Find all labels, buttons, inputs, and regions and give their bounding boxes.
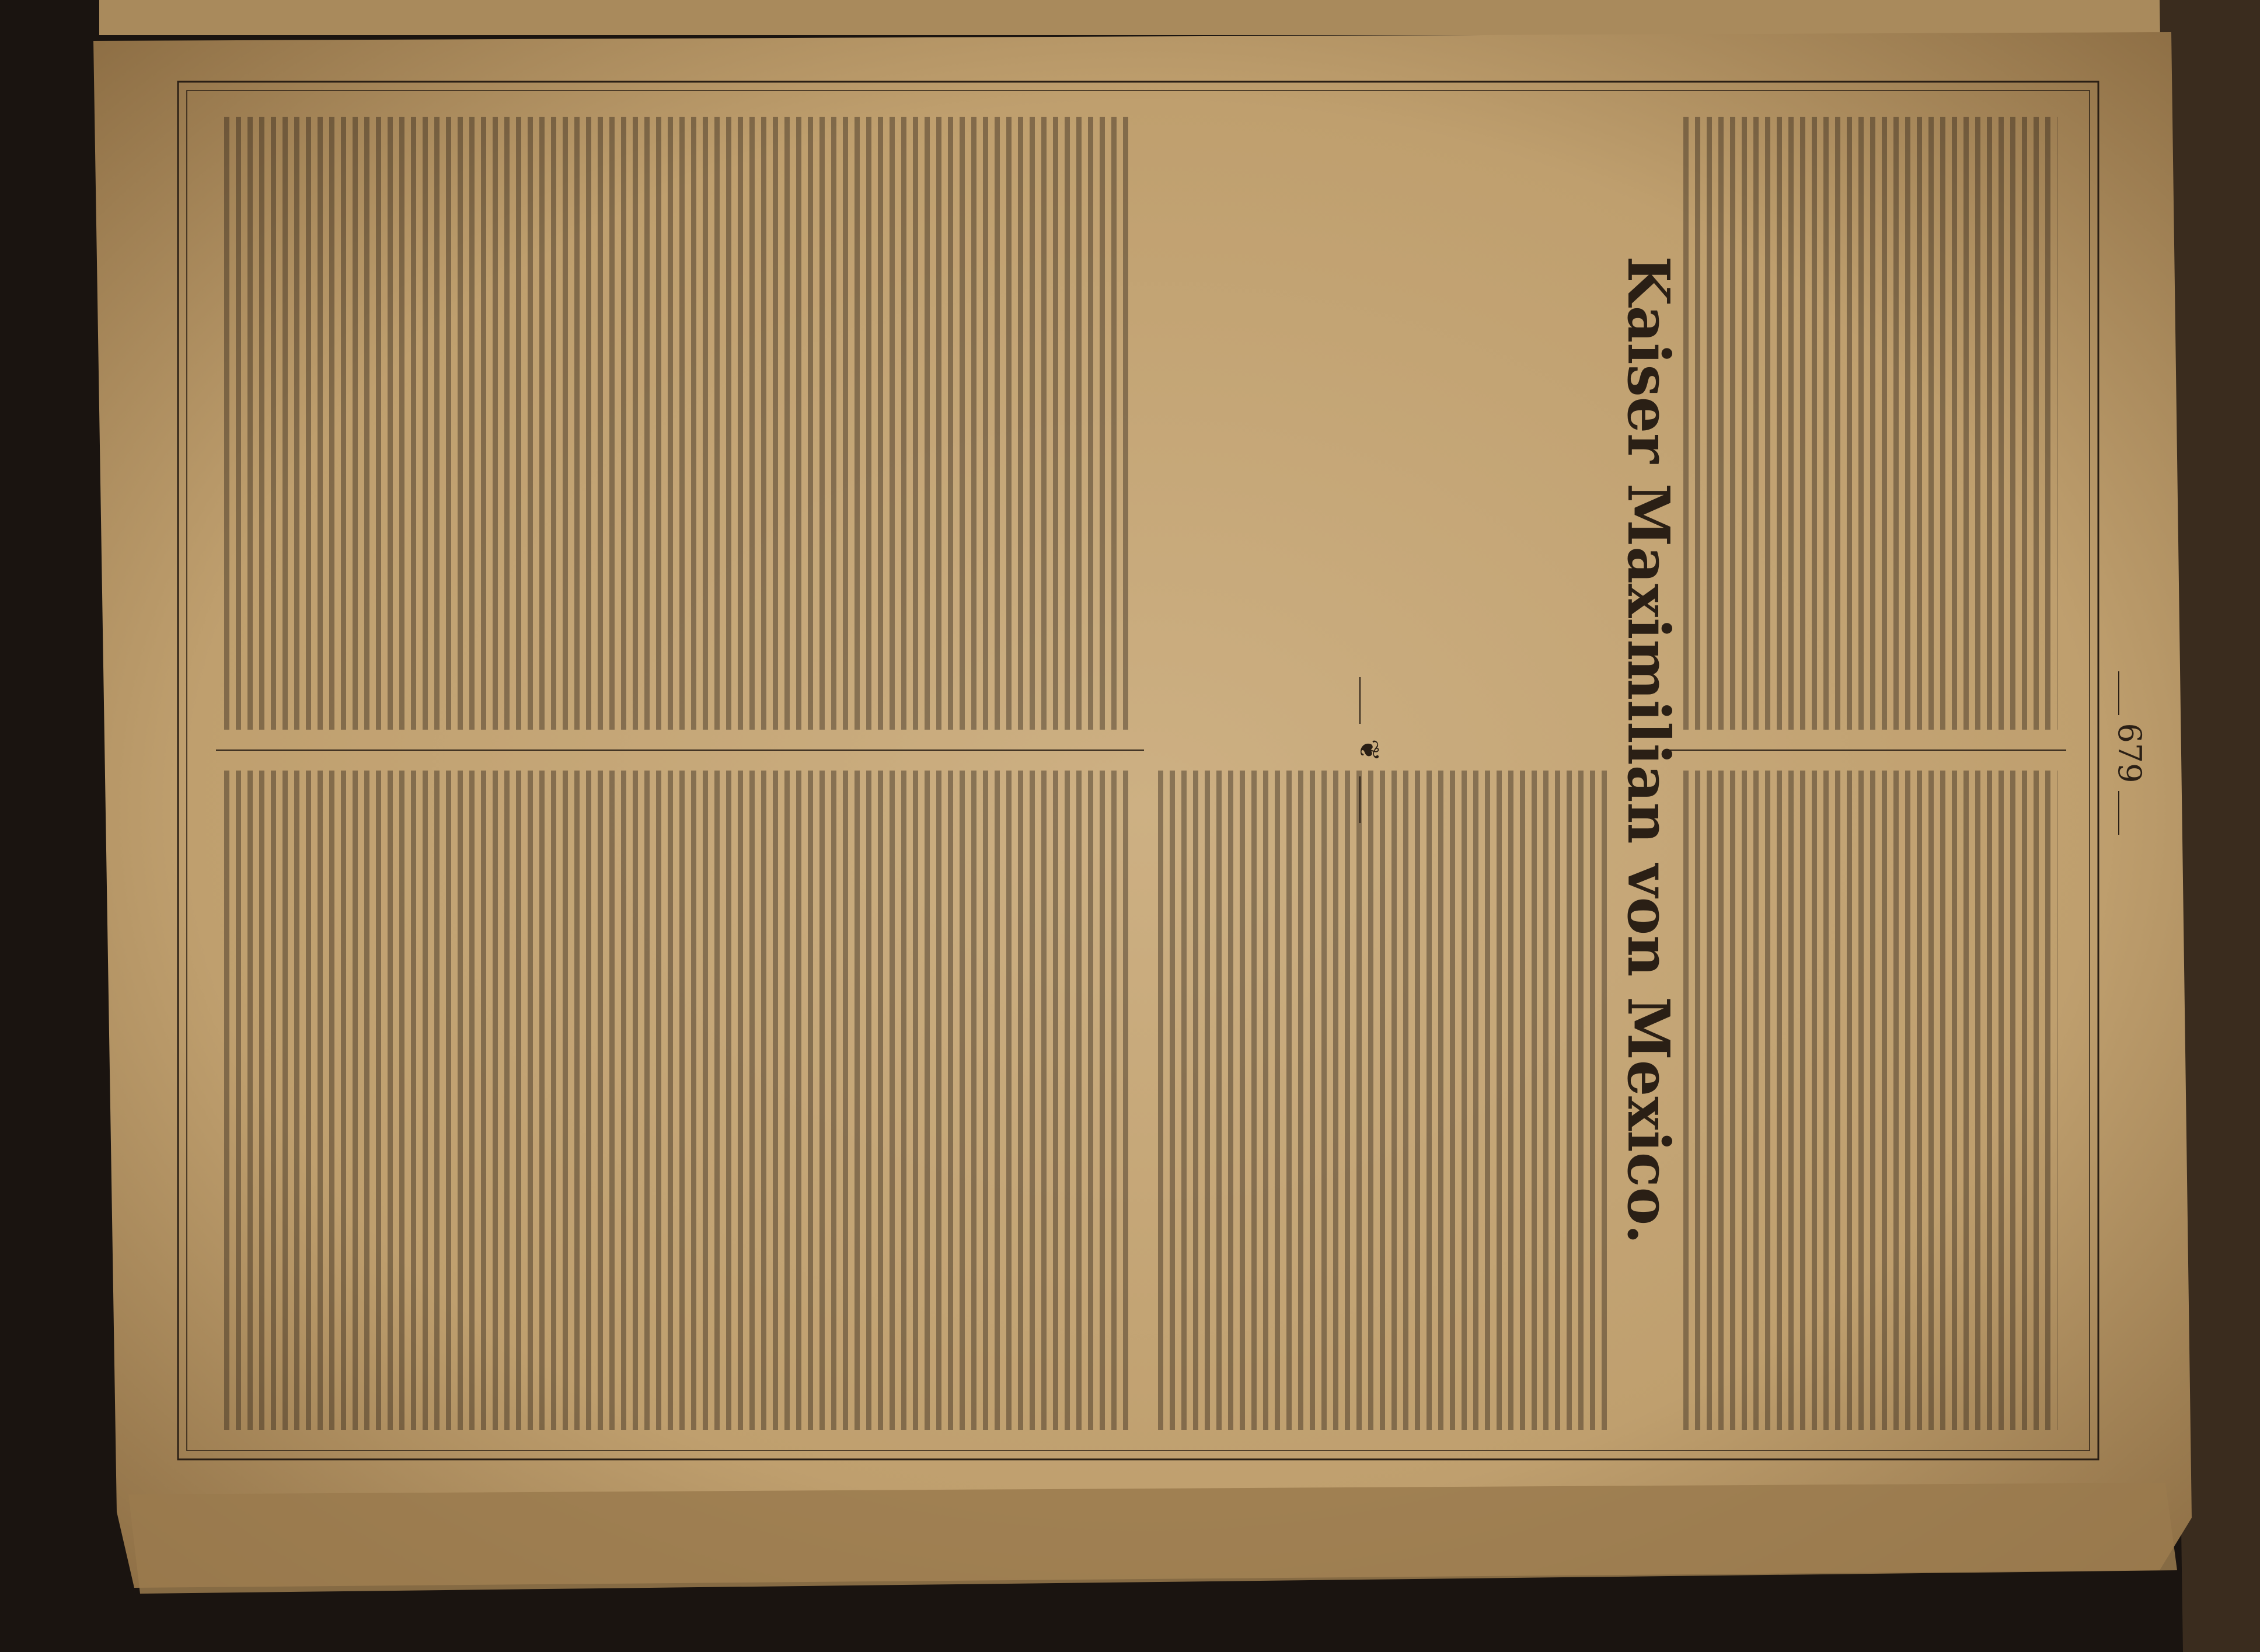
text-column (1678, 771, 2057, 1430)
title-ornament: ❦ (1354, 738, 1385, 762)
page-number: 679 (2111, 723, 2148, 783)
text-column (1678, 117, 2057, 730)
text-column (222, 117, 1132, 730)
text-column (222, 771, 1132, 1430)
facing-page-edge (99, 0, 2218, 35)
text-column (1153, 771, 1608, 1430)
article-title: Kaiser Maximilian von Mexico. (1614, 256, 1682, 1245)
